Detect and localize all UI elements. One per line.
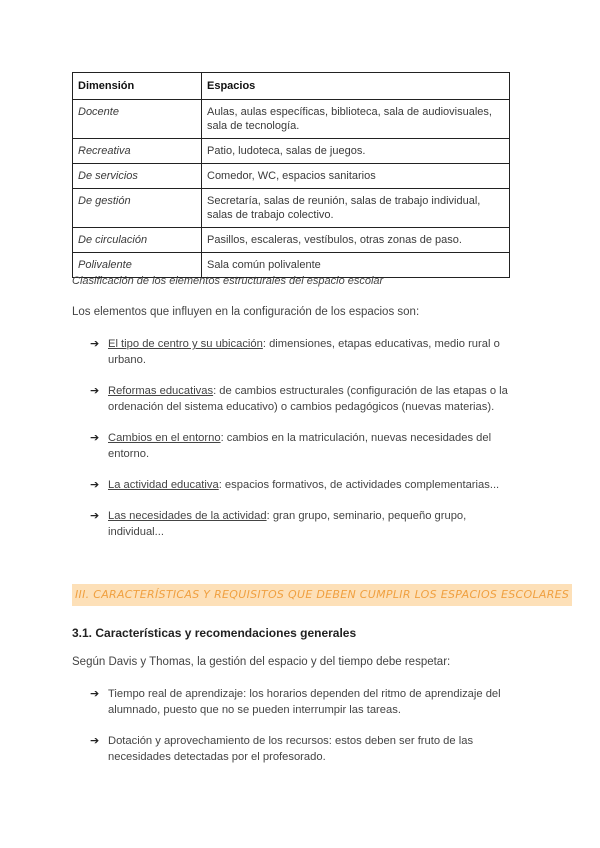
table-cell-dimension: De servicios [73,164,202,189]
factor-text: : gran grupo, seminario, pequeño grupo, individual... [108,510,467,538]
arrow-icon: ➔ [90,510,100,522]
arrow-icon: ➔ [90,688,100,700]
section-title-banner: III. CARACTERÍSTICAS Y REQUISITOS QUE DEBEN CUMPLIR LOS ESPACIOS ESCOLARES [72,584,572,606]
table-cell-dimension: Docente [73,100,202,139]
table-cell-espacios: Sala común polivalente [202,253,510,278]
table-row [73,189,510,228]
subsection-title: 3.1. Características y recomendaciones generales [72,626,357,640]
arrow-icon: ➔ [90,432,100,444]
table-cell-dimension: Polivalente [73,253,202,278]
factor-text: : dimensiones, etapas educativas, medio rural o urbano. [108,338,500,366]
arrow-icon: ➔ [90,479,100,491]
list-item [90,733,510,765]
arrow-icon: ➔ [90,338,100,350]
requirements-list [90,686,510,765]
table-cell-espacios: Patio, ludoteca, salas de juegos. [202,139,510,164]
factor-term: Cambios en el entorno [108,432,221,444]
paragraph: Según Davis y Thomas, la gestión del espacio y del tiempo debe respetar: [72,656,451,668]
table-cell-espacios: Pasillos, escaleras, vestíbulos, otras zonas de paso. [202,228,510,253]
table-cell-dimension: De circulación [73,228,202,253]
requirement-text: Tiempo real de aprendizaje: los horarios dependen del ritmo de aprendizaje del alumnado, puesto que no se pueden interrumpir las tareas. [108,688,501,716]
list-item [90,477,510,493]
table-row [73,139,510,164]
table-row [73,253,510,278]
table-cell-espacios: Aulas, aulas específicas, biblioteca, sala de audiovisuales, sala de tecnología. [202,100,510,139]
arrow-icon: ➔ [90,735,100,747]
list-item [90,508,510,540]
intro-text: Los elementos que influyen en la configuración de los espacios son: [72,306,420,318]
table-cell-dimension: Recreativa [73,139,202,164]
arrow-icon: ➔ [90,385,100,397]
table-row [73,164,510,189]
factor-term: La actividad educativa [108,479,219,491]
dimensions-table [72,72,510,278]
table-cell-espacios: Secretaría, salas de reunión, salas de trabajo individual, salas de trabajo colectivo. [202,189,510,228]
table-cell-espacios: Comedor, WC, espacios sanitarios [202,164,510,189]
list-item [90,430,510,462]
table-header-espacios: Espacios [202,73,510,100]
factor-term: Las necesidades de la actividad [108,510,267,522]
table-header-row [73,73,510,100]
factor-text: : de cambios estructurales (configuración de las etapas o la ordenación del sistema educativo) o cambios pedagógicos (nuevas materias). [108,385,508,413]
requirement-text: Dotación y aprovechamiento de los recursos: estos deben ser fruto de las necesidades detectadas por el profesorado. [108,735,474,763]
list-item [90,336,510,368]
table-header-dimension: Dimensión [73,73,202,100]
factors-list [90,336,510,540]
list-item [90,686,510,718]
table-row [73,228,510,253]
factor-text: : espacios formativos, de actividades complementarias... [218,479,500,491]
factor-term: El tipo de centro y su ubicación [108,338,263,350]
factor-text: : cambios en la matriculación, nuevas necesidades del entorno. [108,432,492,460]
table-row [73,100,510,139]
table-caption: Clasificación de los elementos estructurales del espacio escolar [72,275,384,287]
table-cell-dimension: De gestión [73,189,202,228]
list-item [90,383,510,415]
factor-term: Reformas educativas [108,385,214,397]
